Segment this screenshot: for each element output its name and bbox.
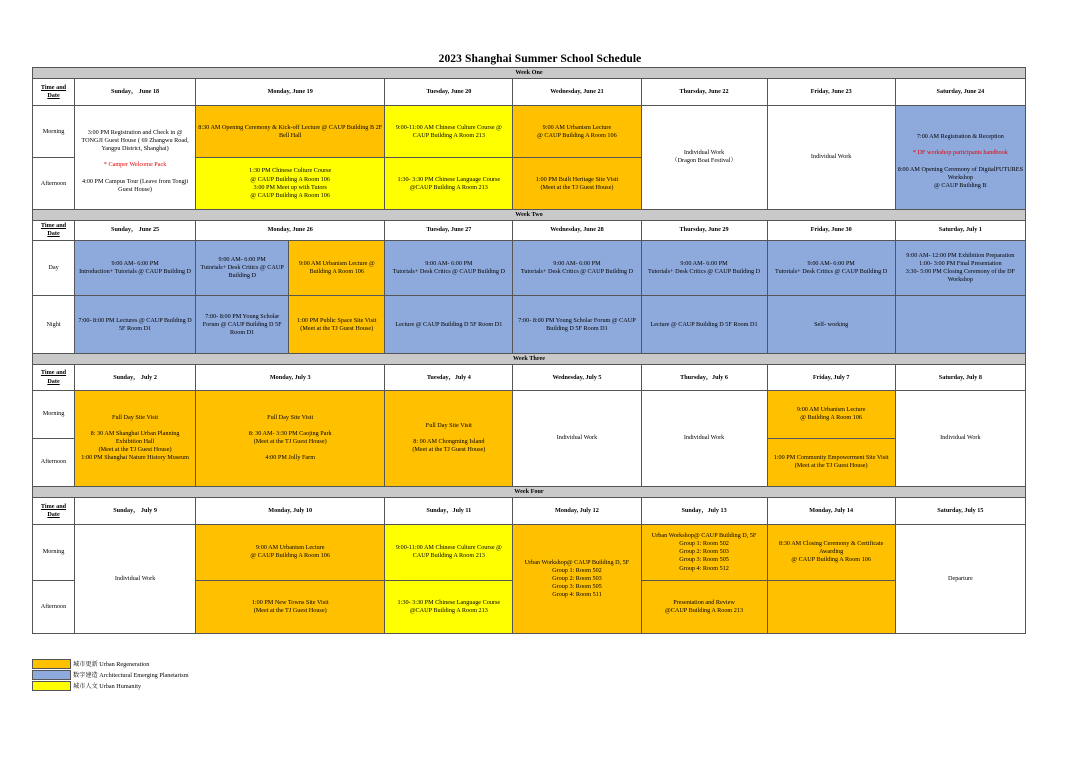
schedule-cell: Urban Workshop@ CAUP Building D, 5F Group 1: Room 502 Group 2: Room 503 Group 3: Room 505 Group 4: Room 511 — [513, 525, 641, 634]
schedule-cell: Individual Work — [513, 390, 641, 487]
legend-swatch — [32, 670, 71, 680]
schedule-cell — [75, 106, 196, 210]
period-label: Morning — [33, 390, 75, 438]
schedule-cell: 1:30- 3:30 PM Chinese Language Course @CAUP Building A Room 213 — [385, 158, 513, 209]
legend-item — [32, 680, 189, 691]
schedule-cell: 9:00-11:00 AM Chinese Culture Course @ CAUP Building A Room 213 — [385, 525, 513, 580]
schedule-cell — [895, 296, 1025, 354]
schedule-cell: 9:00 AM Urbanism Lecture @ Building A Room 106 — [767, 390, 895, 438]
cell-text: 4:00 PM Campus Tour (Leave from Tongji Guest House) — [82, 177, 189, 193]
day-header: Monday, July 14 — [767, 498, 895, 525]
cell-text: 8:00 AM Opening Ceremony of DigitalFUTURES Workshop @ CAUP Building B — [897, 165, 1024, 189]
schedule-cell: Full Day Site Visit 8: 00 AM Chongming Island (Meet at the TJ Guest House) — [385, 390, 513, 487]
schedule-cell: 9:00 AM- 6:00 PM Tutorials+ Desk Critics @ CAUP Building D — [767, 240, 895, 295]
legend-label: 城市更新 Urban Regeneration — [73, 661, 150, 668]
legend-swatch — [32, 681, 71, 691]
time-date-header: Time and Date — [33, 498, 75, 525]
schedule-cell: Individual Work — [895, 390, 1025, 487]
schedule-cell: 9:00 AM Urbanism Lecture @ CAUP Building A Room 106 — [513, 106, 641, 158]
day-header: Saturday, July 15 — [895, 498, 1025, 525]
schedule-cell: Full Day Site Visit 8: 30 AM- 3:30 PM Caojing Park (Meet at the TJ Guest House) 4:00 PM Jolly Farm — [196, 390, 385, 487]
page-title: 2023 Shanghai Summer School Schedule — [438, 53, 642, 65]
schedule-cell: Urban Workshop@ CAUP Building D, 5F Group 1: Room 502 Group 2: Room 503 Group 3: Room 505 Group 4: Room 512 — [641, 525, 767, 580]
day-header: Thursday，July 6 — [641, 365, 767, 390]
day-header: Monday, July 10 — [196, 498, 385, 525]
day-header: Sunday，July 13 — [641, 498, 767, 525]
day-header: Thursday, June 29 — [641, 220, 767, 240]
schedule-cell: 1:00 PM Community Empowerment Site Visit (Meet at the TJ Guest House) — [767, 438, 895, 486]
schedule-cell: 9:00 AM Urbanism Lecture @ Building A Room 106 — [289, 240, 385, 295]
schedule-cell: 1:00 PM Built Heritage Site Visit (Meet at the TJ Guest House) — [513, 158, 641, 209]
cell-note: * Camper Welcome Pack — [103, 161, 167, 169]
schedule-cell: 9:00 AM- 6:00 PM Tutorials+ Desk Critics @ CAUP Building D — [196, 240, 289, 295]
cell-text: 7:00 AM Registration & Reception — [916, 133, 1004, 141]
schedule-cell: 1:30 PM Chinese Culture Course @ CAUP Building A Room 106 3:00 PM Meet up with Tutors @ CAUP Building A Room 106 — [196, 158, 385, 209]
schedule-cell: Individual Work （Dragon Boat Festival） — [641, 106, 767, 210]
schedule-table — [32, 67, 1026, 634]
day-header: Saturday, July 1 — [895, 220, 1025, 240]
day-header: Monday, June 19 — [196, 79, 385, 106]
period-label: Afternoon — [33, 158, 75, 209]
time-date-header: Time and Date — [33, 365, 75, 390]
schedule-cell: 9:00 AM- 6:00 PM Tutorials+ Desk Critics @ CAUP Building D — [641, 240, 767, 295]
day-header: Wednesday, June 28 — [513, 220, 641, 240]
day-header: Sunday， July 2 — [75, 365, 196, 390]
day-header: Saturday, June 24 — [895, 79, 1025, 106]
period-label: Morning — [33, 106, 75, 158]
schedule-cell: 9:00 AM- 6:00 PM Tutorials+ Desk Critics @ CAUP Building D — [385, 240, 513, 295]
schedule-cell: Lecture @ CAUP Building D 5F Room D1 — [641, 296, 767, 354]
week-header: Week One — [33, 68, 1026, 79]
week-header: Week Four — [33, 487, 1026, 498]
legend-item — [32, 669, 189, 680]
day-header: Sunday， June 18 — [75, 79, 196, 106]
time-date-header: Time and Date — [33, 220, 75, 240]
schedule-cell: 7:00- 8:00 PM Young Scholar Forum @ CAUP Building D 5F Room D1 — [196, 296, 289, 354]
period-label: Morning — [33, 525, 75, 580]
schedule-cell: Presentation and Review @CAUP Building A Room 213 — [641, 580, 767, 633]
day-header: Tuesday，July 4 — [385, 365, 513, 390]
day-header: Thursday, June 22 — [641, 79, 767, 106]
day-header: Monday, July 3 — [196, 365, 385, 390]
day-header: Tuesday, June 20 — [385, 79, 513, 106]
day-header: Sunday， July 9 — [75, 498, 196, 525]
period-label: Afternoon — [33, 438, 75, 486]
period-label: Night — [33, 296, 75, 354]
day-header: Monday, July 12 — [513, 498, 641, 525]
day-header: Tuesday, June 27 — [385, 220, 513, 240]
legend-item — [32, 658, 189, 669]
schedule-cell: Full Day Site Visit 8: 30 AM Shanghai Urban Planning Exhibition Hall (Meet at the TJ Guest House) 1:00 PM Shanghai Nature History Museum — [75, 390, 196, 487]
legend-label: 城市人文 Urban Humanity — [73, 683, 142, 690]
schedule-cell: 1:30- 3:30 PM Chinese Language Course @CAUP Building A Room 213 — [385, 580, 513, 633]
schedule-cell: 9:00 AM- 12:00 PM Exhibition Preparation 1:00- 3:00 PM Final Presentation 3:30- 5:00 PM Closing Ceremony of the DF Workshop — [895, 240, 1025, 295]
schedule-cell: 8:30 AM Opening Ceremony & Kick-off Lecture @ CAUP Building B 2F Bell Hall — [196, 106, 385, 158]
day-header: Friday, June 23 — [767, 79, 895, 106]
day-header: Wednesday, June 21 — [513, 79, 641, 106]
period-label: Day — [33, 240, 75, 295]
time-date-header: Time and Date — [33, 79, 75, 106]
schedule-cell: 8:30 AM Closing Ceremony & Certificate Awarding @ CAUP Building A Room 106 — [767, 525, 895, 580]
schedule-cell: 9:00 AM- 6:00 PM Tutorials+ Desk Critics @ CAUP Building D — [513, 240, 641, 295]
legend-label: 数字建造 Architectural Emerging Planetarism — [73, 672, 189, 679]
period-label: Afternoon — [33, 580, 75, 633]
schedule-cell: Individual Work — [767, 106, 895, 210]
schedule-cell: Departure — [895, 525, 1025, 634]
schedule-cell: 9:00 AM- 6:00 PM Introduction+ Tutorials @ CAUP Building D — [75, 240, 196, 295]
schedule-cell: 1:00 PM Public Space Site Visit (Meet at the TJ Guest House) — [289, 296, 385, 354]
schedule-cell: Lecture @ CAUP Building D 5F Room D1 — [385, 296, 513, 354]
day-header: Sunday， June 25 — [75, 220, 196, 240]
legend — [32, 658, 189, 691]
schedule-cell: 7:00- 8:00 PM Young Scholar Forum @ CAUP Building D 5F Room D1 — [513, 296, 641, 354]
day-header: Saturday, July 8 — [895, 365, 1025, 390]
schedule-cell: Individual Work — [641, 390, 767, 487]
schedule-cell — [767, 580, 895, 633]
schedule-cell: Individual Work — [75, 525, 196, 634]
schedule-cell: Self- working — [767, 296, 895, 354]
day-header: Sunday，July 11 — [385, 498, 513, 525]
schedule-cell — [895, 106, 1025, 210]
day-header: Wednesday, July 5 — [513, 365, 641, 390]
schedule-cell: 1:00 PM New Towns Site Visit (Meet at the TJ Guest House) — [196, 580, 385, 633]
day-header: Monday, June 26 — [196, 220, 385, 240]
schedule-cell: 9:00 AM Urbanism Lecture @ CAUP Building A Room 106 — [196, 525, 385, 580]
day-header: Friday, June 30 — [767, 220, 895, 240]
cell-note: * DF workshop participants handbook — [912, 149, 1008, 157]
week-header: Week Three — [33, 354, 1026, 365]
legend-swatch — [32, 659, 71, 669]
day-header: Friday, July 7 — [767, 365, 895, 390]
cell-text: 3:00 PM Registration and Check in @ TONGJI Guest House ( 69 Zhangwu Road, Yangpu District, Shanghai) — [81, 129, 189, 153]
schedule-cell: 7:00- 8:00 PM Lectures @ CAUP Building D 5F Room D1 — [75, 296, 196, 354]
week-header: Week Two — [33, 209, 1026, 220]
schedule-cell: 9:00-11:00 AM Chinese Culture Course @ CAUP Building A Room 213 — [385, 106, 513, 158]
